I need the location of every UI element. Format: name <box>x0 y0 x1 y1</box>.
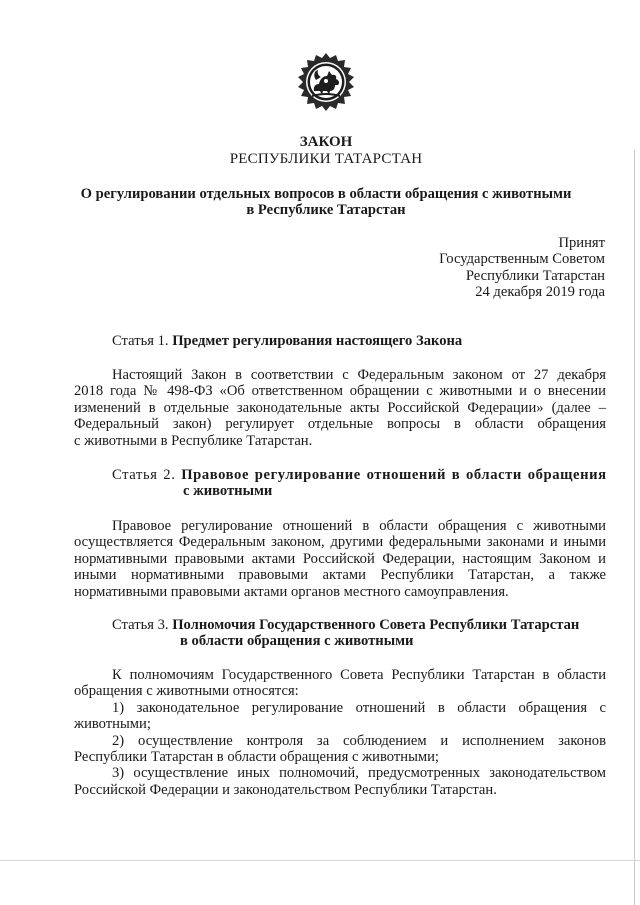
text-line: 2018 года № 498-ФЗ «Об ответственном обращении с животными и о внесении <box>74 383 606 400</box>
text-line: осуществляется Федеральным законом, другими федеральными законами и иными <box>74 534 606 551</box>
text-line: Правовое регулирование отношений в области обращения с животными <box>112 518 606 534</box>
article-3-number: Статья 3. <box>112 617 169 633</box>
adoption-line: Государственным Советом <box>439 251 605 268</box>
adoption-date: 24 декабря 2019 года <box>475 284 605 301</box>
article-3-text <box>74 667 606 798</box>
text-line: Российской Федерации и законодательством Республики Татарстан. <box>74 781 497 798</box>
text-line: животными; <box>74 716 151 733</box>
article-2-title: Правовое регулирование отношений в области обращения <box>181 467 607 483</box>
text-line: Федеральный закон) регулирует отдельные вопросы в области обращения <box>74 416 606 433</box>
coat-of-arms-emblem-icon <box>296 52 356 112</box>
adoption-line: Республики Татарстан <box>465 267 605 284</box>
list-item: 1) законодательное регулирование отношений в области обращения с <box>112 699 606 716</box>
article-2-heading <box>112 467 606 483</box>
article-1-text <box>74 367 606 449</box>
article-2-title-cont: с животными <box>183 483 273 499</box>
law-name-line: О регулировании отдельных вопросов в области обращения с животными <box>80 186 572 202</box>
article-3-title: Полномочия Государственного Совета Республики Татарстан <box>172 617 580 633</box>
article-2-text <box>74 518 606 600</box>
document-title: ЗАКОН <box>299 134 353 150</box>
text-line: Настоящий Закон в соответствии с Федеральным законом от 27 декабря <box>112 367 606 383</box>
list-item: 2) осуществление контроля за соблюдением и исполнением законов <box>112 732 606 749</box>
adoption-line: Принят <box>558 235 605 251</box>
text-line: нормативными правовыми актами органов местного самоуправления. <box>74 583 509 600</box>
document-subtitle: РЕСПУБЛИКИ ТАТАРСТАН <box>229 151 423 167</box>
scan-bottom-line <box>0 860 640 861</box>
article-1-number: Статья 1. <box>112 333 169 349</box>
article-1-heading <box>112 333 606 349</box>
list-item: 3) осуществление иных полномочий, предусмотренных законодательством <box>112 765 606 782</box>
adoption-block <box>380 235 605 301</box>
article-3-heading <box>112 617 606 633</box>
text-line: иными нормативными правовыми актами Республики Татарстан, а также <box>74 567 606 584</box>
text-line: изменений в отдельные законодательные акты Российской Федерации» (далее – <box>74 399 606 416</box>
text-line: Республики Татарстан в области обращения с животными; <box>74 749 439 766</box>
text-line: с животными в Республике Татарстан. <box>74 432 313 449</box>
text-line: К полномочиям Государственного Совета Республики Татарстан в области <box>112 667 606 683</box>
scan-edge-line <box>634 150 635 905</box>
text-line: обращения с животными относятся: <box>74 683 299 700</box>
law-name-line: в Республике Татарстан <box>246 202 406 219</box>
article-2-number: Статья 2. <box>112 467 176 483</box>
article-3-title-cont: в области обращения с животными <box>180 633 414 649</box>
law-name <box>78 186 574 219</box>
article-1-title: Предмет регулирования настоящего Закона <box>172 333 463 349</box>
text-line: нормативными правовыми актами Российской Федерации, настоящим Законом и <box>74 550 606 567</box>
